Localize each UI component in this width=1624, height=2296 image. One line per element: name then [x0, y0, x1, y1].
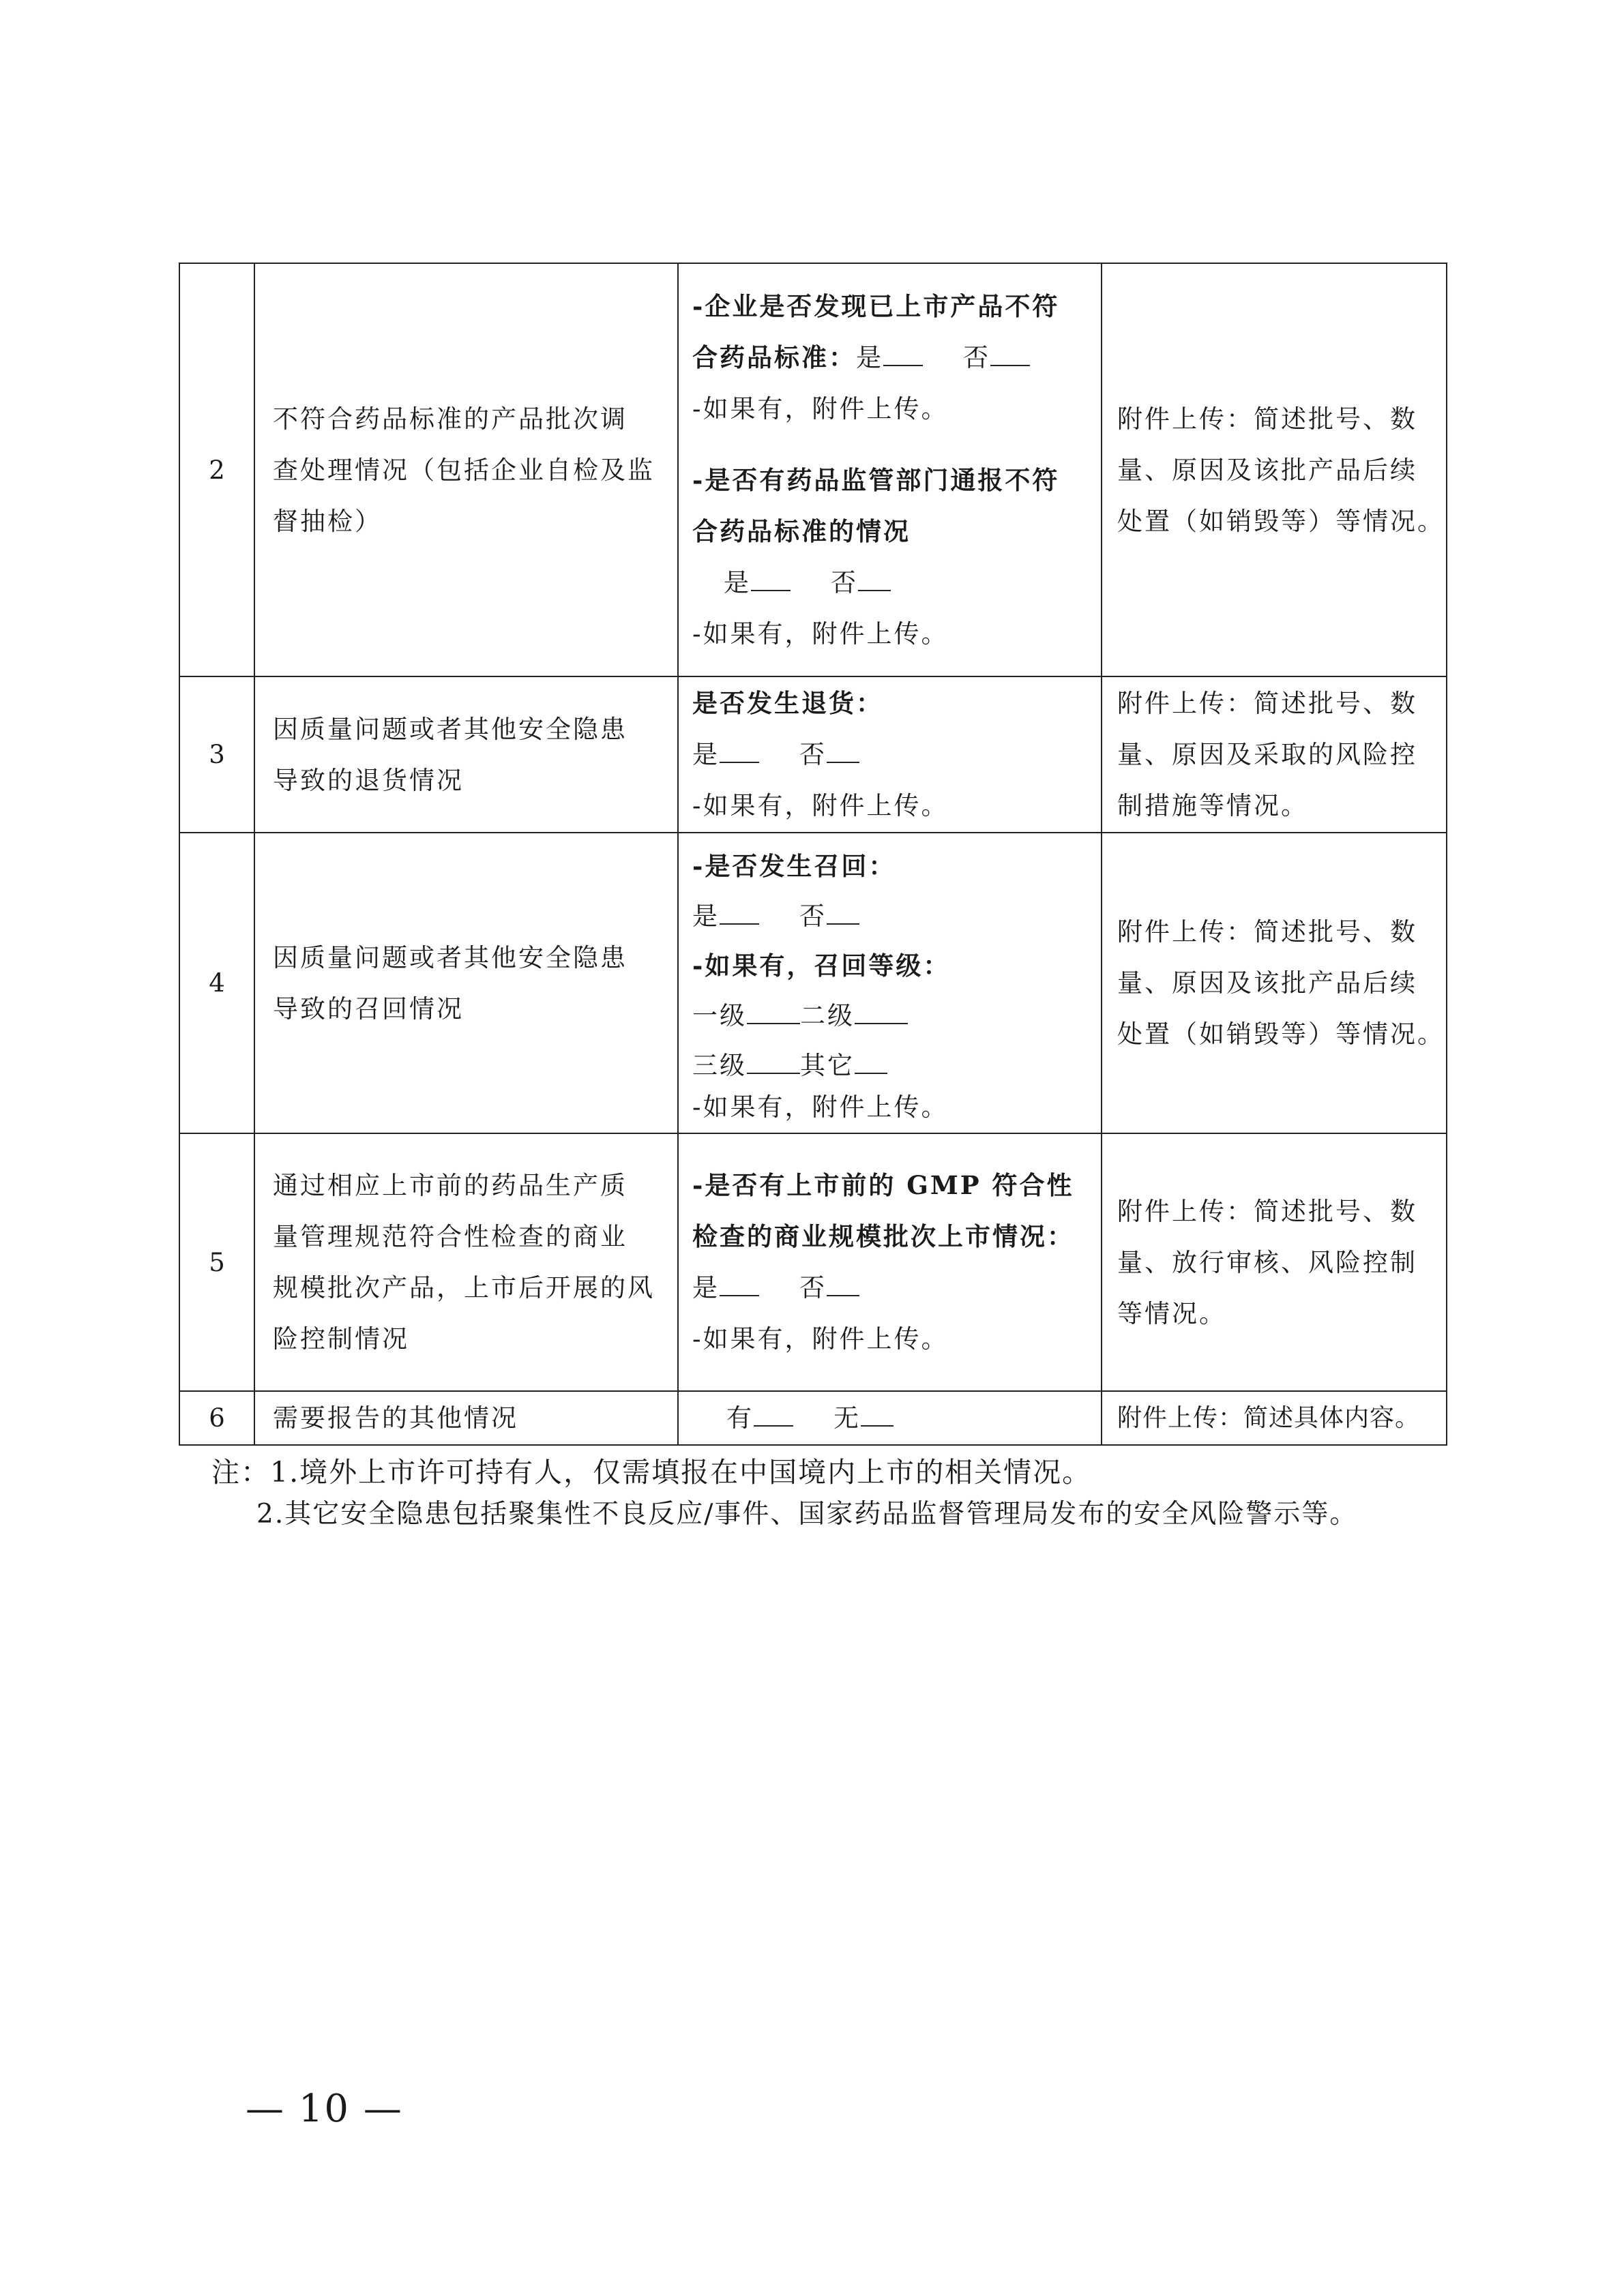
attachment-line: 附件上传：简述批号、数 — [1117, 689, 1417, 718]
note-2: 2.其它安全隐患包括聚集性不良反应/事件、国家药品监督管理局发布的安全风险警示等。 — [256, 1499, 1358, 1530]
attachment-line: 量、原因及采取的风险控 — [1117, 740, 1417, 769]
question-line: -是否有药品监管部门通报不符 — [692, 464, 1060, 495]
attachment-line: 附件上传：简述批号、数 — [1117, 404, 1417, 434]
item-line: 导致的召回情况 — [273, 994, 464, 1024]
question-line: 合药品标准： — [692, 342, 856, 372]
upload-note: -如果有，附件上传。 — [692, 1092, 949, 1122]
item-line: 规模批次产品，上市后开展的风 — [273, 1273, 655, 1302]
no-blank[interactable] — [827, 903, 859, 925]
level-blank[interactable] — [855, 1002, 908, 1024]
yes-no-line — [692, 729, 1091, 780]
have-none-line — [692, 1392, 1091, 1444]
attachment-cell — [1102, 833, 1447, 1133]
no-label: 否 — [963, 342, 991, 372]
item-line: 需要报告的其他情况 — [273, 1403, 518, 1433]
response-cell — [678, 676, 1102, 833]
level-blank[interactable] — [747, 1002, 800, 1024]
attachment-line: 附件上传：简述批号、数 — [1117, 1196, 1417, 1226]
item-cell — [254, 1133, 678, 1391]
have-label: 有 — [726, 1403, 754, 1433]
yes-no-line — [692, 1262, 1091, 1313]
item-cell — [254, 833, 678, 1133]
upload-note: -如果有，附件上传。 — [692, 791, 949, 820]
item-line: 查处理情况（包括企业自检及监 — [273, 455, 655, 485]
attachment-line: 附件上传：简述具体内容。 — [1117, 1404, 1421, 1432]
row-number: 3 — [179, 676, 254, 833]
attachment-cell — [1102, 263, 1447, 676]
yes-blank[interactable] — [751, 569, 791, 591]
response-cell — [678, 1133, 1102, 1391]
upload-note: -如果有，附件上传。 — [692, 393, 949, 423]
item-line: 因质量问题或者其他安全隐患 — [273, 714, 628, 744]
no-label: 否 — [799, 740, 827, 769]
attachment-line: 量、原因及该批产品后续 — [1117, 455, 1417, 485]
no-label: 否 — [831, 567, 859, 597]
item-line: 不符合药品标准的产品批次调 — [273, 404, 628, 434]
attachment-line: 量、原因及该批产品后续 — [1117, 968, 1417, 998]
level-blank[interactable] — [747, 1052, 800, 1074]
yes-no-line — [692, 332, 1091, 383]
question-line: 是否发生退货： — [692, 688, 883, 718]
row-number: 2 — [179, 263, 254, 676]
page-number: — 10 — — [246, 2087, 403, 2131]
no-blank[interactable] — [827, 741, 859, 763]
no-label: 否 — [799, 901, 827, 931]
question-line: -如果有，召回等级： — [692, 951, 951, 981]
table-row — [179, 1133, 1447, 1391]
upload-note: -如果有，附件上传。 — [692, 618, 949, 648]
table-row — [179, 676, 1447, 833]
item-line: 导致的退货情况 — [273, 765, 464, 795]
level-label: 其它 — [800, 1051, 855, 1080]
yes-label: 是 — [856, 342, 883, 372]
attachment-line: 处置（如销毁等）等情况。 — [1117, 506, 1445, 536]
attachment-cell — [1102, 1133, 1447, 1391]
row-number: 6 — [179, 1391, 254, 1445]
question-line: -是否有上市前的 GMP 符合性 — [692, 1170, 1074, 1200]
have-blank[interactable] — [754, 1405, 793, 1427]
row-number: 4 — [179, 833, 254, 1133]
question-line: -企业是否发现已上市产品不符 — [692, 290, 1060, 321]
item-cell — [254, 1391, 678, 1445]
upload-note: -如果有，附件上传。 — [692, 1324, 949, 1354]
response-cell — [678, 263, 1102, 676]
no-blank[interactable] — [858, 569, 891, 591]
attachment-line: 量、放行审核、风险控制 — [1117, 1247, 1417, 1277]
response-cell — [678, 833, 1102, 1133]
yes-label: 是 — [724, 567, 751, 597]
recall-level-line — [692, 991, 1091, 1041]
item-cell — [254, 676, 678, 833]
level-label: 二级 — [800, 1001, 855, 1030]
attachment-line: 附件上传：简述批号、数 — [1117, 917, 1417, 946]
none-label: 无 — [833, 1403, 861, 1433]
attachment-line: 处置（如销毁等）等情况。 — [1117, 1019, 1445, 1049]
item-line: 因质量问题或者其他安全隐患 — [273, 942, 628, 972]
item-line: 督抽检） — [273, 506, 382, 536]
level-blank[interactable] — [855, 1052, 887, 1074]
report-table — [179, 263, 1447, 1446]
table-row — [179, 833, 1447, 1133]
yes-blank[interactable] — [720, 741, 759, 763]
attachment-cell — [1102, 676, 1447, 833]
note-1: 注：1.境外上市许可持有人，仅需填报在中国境内上市的相关情况。 — [211, 1456, 1092, 1489]
yes-no-line — [692, 557, 1091, 608]
yes-blank[interactable] — [883, 344, 923, 366]
question-line: 合药品标准的情况 — [692, 516, 911, 546]
response-cell — [678, 1391, 1102, 1445]
yes-label: 是 — [692, 901, 720, 931]
row-number: 5 — [179, 1133, 254, 1391]
recall-level-line — [692, 1041, 1091, 1090]
item-line: 通过相应上市前的药品生产质 — [273, 1171, 628, 1200]
question-line: 检查的商业规模批次上市情况： — [692, 1221, 1074, 1251]
notes — [211, 1451, 1357, 1536]
no-blank[interactable] — [827, 1274, 859, 1296]
item-line: 险控制情况 — [273, 1324, 409, 1354]
item-line: 量管理规范符合性检查的商业 — [273, 1222, 628, 1251]
yes-label: 是 — [692, 1273, 720, 1302]
level-label: 三级 — [692, 1051, 747, 1080]
yes-label: 是 — [692, 740, 720, 769]
attachment-cell — [1102, 1391, 1447, 1445]
attachment-line: 制措施等情况。 — [1117, 791, 1308, 820]
yes-blank[interactable] — [720, 903, 759, 925]
question-line: -是否发生召回： — [692, 851, 896, 881]
level-label: 一级 — [692, 1001, 747, 1030]
table-row — [179, 1391, 1447, 1445]
item-cell — [254, 263, 678, 676]
none-blank[interactable] — [861, 1405, 894, 1427]
yes-no-line — [692, 891, 1091, 941]
attachment-line: 等情况。 — [1117, 1298, 1226, 1328]
no-label: 否 — [799, 1273, 827, 1302]
no-blank[interactable] — [990, 344, 1030, 366]
table-row — [179, 263, 1447, 676]
yes-blank[interactable] — [720, 1274, 759, 1296]
